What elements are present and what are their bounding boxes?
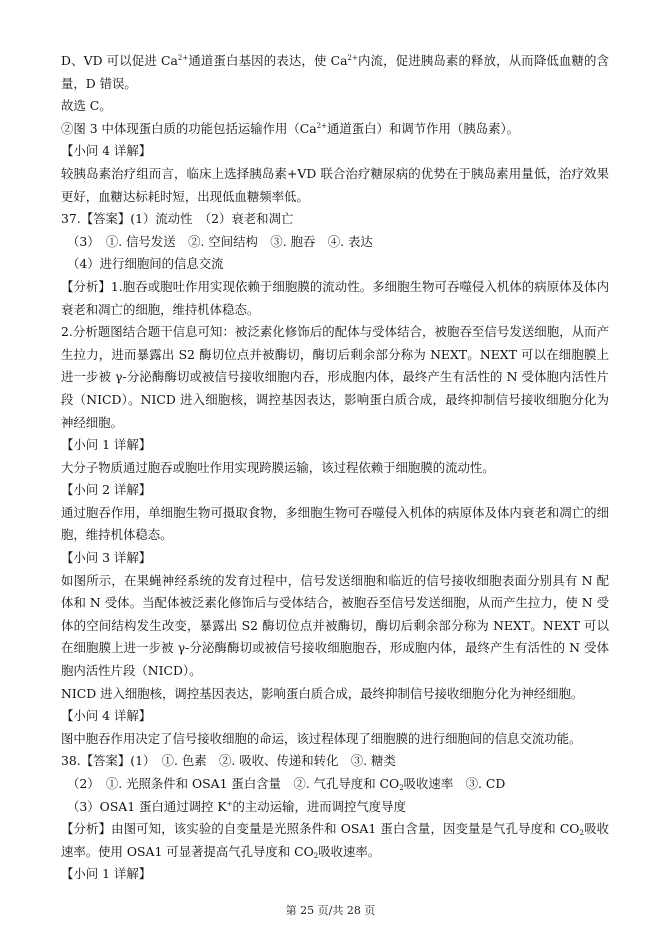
- paragraph: 图中胞吞作用决定了信号接收细胞的命运，该过程体现了细胞膜的进行细胞间的信息交流功能。: [61, 730, 582, 746]
- paragraph: 大分子物质通过胞吞或胞吐作用实现跨膜运输，该过程依赖于细胞膜的流动性。: [61, 459, 495, 475]
- paragraph: 较胰岛素治疗组而言，临床上选择胰岛素+VD 联合治疗糖尿病的优势在于胰岛素用量低，治疗效果更好，血糖达标耗时短，出现低血糖频率低。: [61, 165, 609, 204]
- document-body: [61, 50, 609, 886]
- paragraph: ②图 3 中体现蛋白质的功能包括运输作用（$Ca^{2+}$通道蛋白）和调节作用（胰岛素）。: [61, 120, 520, 136]
- section-heading: 【小问 1 详解】: [61, 866, 152, 882]
- paragraph: 【分析】由图可知，该实验的自变量是光照条件和 OSA1 蛋白含量，因变量是气孔导度和 $CO_2$吸收速率。使用 OSA1 可显著提高气孔导度和 $CO_2$吸收速率。: [61, 821, 609, 860]
- section-heading: 【小问 4 详解】: [61, 708, 152, 724]
- section-heading: 【小问 1 详解】: [61, 437, 152, 453]
- paragraph: D、VD 可以促进 $Ca^{2+}$通道蛋白基因的表达，使 $Ca^{2+}$内流，促进胰岛素的释放，从而降低血糖的含量，D 错误。: [61, 53, 610, 91]
- paragraph: 故选 C。: [61, 98, 112, 114]
- answer-line: （3） ①. 信号发送 ②. 空间结构 ③. 胞吞 ④. 表达: [67, 233, 373, 249]
- section-heading: 【小问 4 详解】: [61, 143, 152, 159]
- answer-line: （4）进行细胞间的信息交流: [67, 256, 224, 272]
- page-footer: 第 25 页/共 28 页: [285, 904, 376, 917]
- paragraph: 如图所示，在果蝇神经系统的发育过程中，信号发送细胞和临近的信号接收细胞表面分别具有 N 配体和 N 受体。当配体被泛素化修饰后与受体结合，被胞吞至信号发送细胞，从而产生拉力，使 N 受体的空间结构发生改变，暴露出 S2 酶切位点并被酶切，酶切后剩余部分称为 NEXT。NEXT 可以在细胞膜上进一步被 γ-分泌酶酶切或被信号接收细胞胞吞，形成胞内体，最终产生有活性的 N 受体胞内活性片段（NICD）。: [61, 572, 610, 679]
- section-heading: 【小问 3 详解】: [61, 550, 152, 566]
- section-heading: 【小问 2 详解】: [61, 482, 152, 498]
- answer-line: （2） ①. 光照条件和 OSA1 蛋白含量 ②. 气孔导度和 $CO_2$吸收速率 ③. CD: [67, 776, 506, 792]
- paragraph: 2.分析题图结合题干信息可知：被泛素化修饰后的配体与受体结合，被胞吞至信号发送细胞，从而产生拉力，进而暴露出 S2 酶切位点并被酶切，酶切后剩余部分称为 NEXT。NEXT 可以在细胞膜上进一步被 γ-分泌酶酶切或被信号接收细胞内吞，形成胞内体，最终产生有活性的 N 受体胞内活性片段（NICD）。NICD 进入细胞核，调控基因表达，影响蛋白质合成，最终抑制信号接收细胞分化为神经细胞。: [61, 324, 609, 430]
- answer-line: 38.【答案】(1） ①. 色素 ②. 吸收、传递和转化 ③. 糖类: [61, 753, 396, 769]
- answer-line: 37.【答案】(1）流动性 （2）衰老和凋亡: [61, 211, 294, 227]
- paragraph: 【分析】1.胞吞或胞吐作用实现依赖于细胞膜的流动性。多细胞生物可吞噬侵入机体的病原体及体内衰老和凋亡的细胞，维持机体稳态。: [61, 278, 609, 317]
- answer-line: （3）OSA1 蛋白通过调控 K+的主动运输，进而调控气度导度: [67, 798, 406, 814]
- paragraph: 通过胞吞作用，单细胞生物可摄取食物，多细胞生物可吞噬侵入机体的病原体及体内衰老和凋亡的细胞，维持机体稳态。: [61, 504, 609, 543]
- paragraph: NICD 进入细胞核，调控基因表达，影响蛋白质合成，最终抑制信号接收细胞分化为神经细胞。: [61, 685, 584, 701]
